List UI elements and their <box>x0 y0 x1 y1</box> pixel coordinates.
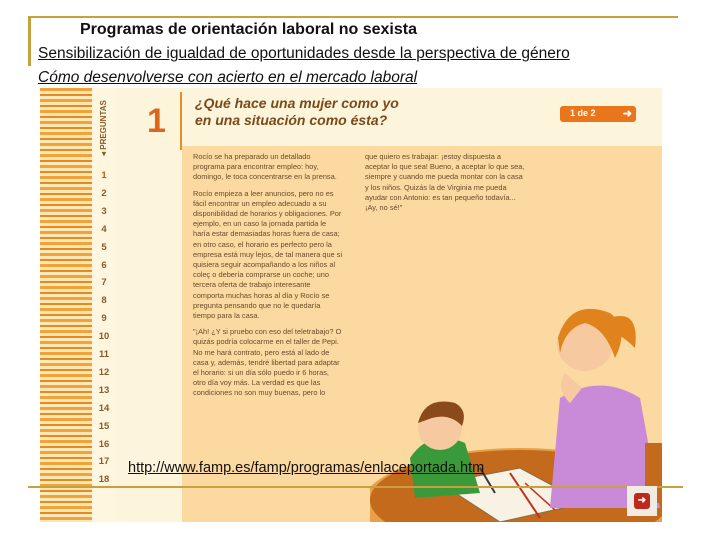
subtitle-link-1[interactable]: Sensibilización de igualdad de oportunidades desde la perspectiva de género <box>38 45 570 62</box>
question-number-item[interactable]: 15 <box>98 420 110 432</box>
story-paragraph: Rocío se ha preparado un detallado programa para encontrar empleo: hoy, domingo, le toca concentrarse en la prensa. <box>193 152 337 182</box>
preguntas-label-text: ◂ PREGUNTAS <box>99 100 108 156</box>
story-column-1 <box>193 152 343 405</box>
current-question-number: 1 <box>147 102 166 140</box>
story-paragraph: que quiero es trabajar: ¡estoy dispuesta a aceptar lo que sea! Bueno, a aceptar lo que sea, siempre y cuando me pueda montar con la casa y los niños. Quizás la de Virginia me pueda ayudar con Antonio: es tan pequeño todavía... ¡Ay, no sé!" <box>365 152 525 213</box>
subtitle-link-2[interactable]: Cómo desenvolverse con acierto en el mercado laboral <box>38 69 418 86</box>
bottom-rule <box>28 486 683 488</box>
app-screenshot <box>40 88 662 522</box>
story-paragraph: "¡Ah! ¿Y si pruebo con eso del teletrabajo? O quizás podría colocarme en el taller de Pepi. No me hará contrato, pero está al lado de casa y, además, tendré libertad para adaptar el horario: si un día sólo puedo ir 6 horas, otro día voy más. La verdad es que las condiciones no son muy buenas, pero lo <box>193 327 342 398</box>
question-number-item[interactable]: 18 <box>98 474 110 486</box>
left-rule <box>28 16 31 66</box>
question-number-item[interactable]: 14 <box>98 402 110 414</box>
question-line-1: ¿Qué hace una mujer como yo <box>195 95 399 111</box>
question-number-item[interactable]: 4 <box>101 223 107 235</box>
story-column-2 <box>365 152 525 219</box>
question-number-item[interactable]: 3 <box>101 205 107 217</box>
arrow-right-icon: ➜ <box>622 108 632 120</box>
question-number-item[interactable]: 16 <box>98 438 110 450</box>
question-number-item[interactable]: 9 <box>101 313 107 325</box>
top-rule <box>28 16 678 18</box>
exit-icon: ➜ <box>634 493 650 509</box>
slide-title: Programas de orientación laboral no sexista <box>80 21 417 38</box>
question-number-item[interactable]: 10 <box>98 331 110 343</box>
question-heading <box>195 95 399 129</box>
exit-button[interactable] <box>627 486 657 516</box>
question-number-item[interactable]: 12 <box>98 366 110 378</box>
decorative-stripes <box>40 88 92 522</box>
question-number-item[interactable]: 6 <box>101 259 107 271</box>
question-number-item[interactable]: 11 <box>98 349 110 360</box>
pager-button[interactable] <box>560 106 636 122</box>
story-paragraph: Rocío empieza a leer anuncios, pero no es fácil encontrar un empleo adecuado a su disponibilidad de horarios y obligaciones. Por ejemplo, en un caso la jornada partida le haría estar demasiadas horas fuera de casa; en otro caso, el horario es perfecto pero la empresa está muy lejos, de tal manera que si quisiera seguir acompañando a los niños al coleç o debería comprarse un coche; uno tercera oferta de trabajo interesante comporta muchas horas al día y Rocío se pregunta pensando que no le quedaría tiempo para la casa. <box>193 188 343 321</box>
question-number-item[interactable]: 1 <box>101 170 107 181</box>
question-number-item[interactable]: 8 <box>101 295 107 307</box>
pager-label: 1 de 2 <box>570 108 596 118</box>
question-number-item[interactable]: 7 <box>101 277 107 289</box>
footer-url-link[interactable]: http://www.famp.es/famp/programas/enlaceportada.htm <box>128 460 485 476</box>
question-number-item[interactable]: 5 <box>101 241 107 253</box>
question-number-item[interactable]: 2 <box>101 187 107 199</box>
question-line-2: en una situación como ésta? <box>195 112 388 128</box>
question-number-item[interactable]: 13 <box>98 384 110 396</box>
question-number-box <box>125 92 182 150</box>
question-number-item[interactable]: 17 <box>98 456 110 468</box>
preguntas-label <box>94 100 112 158</box>
